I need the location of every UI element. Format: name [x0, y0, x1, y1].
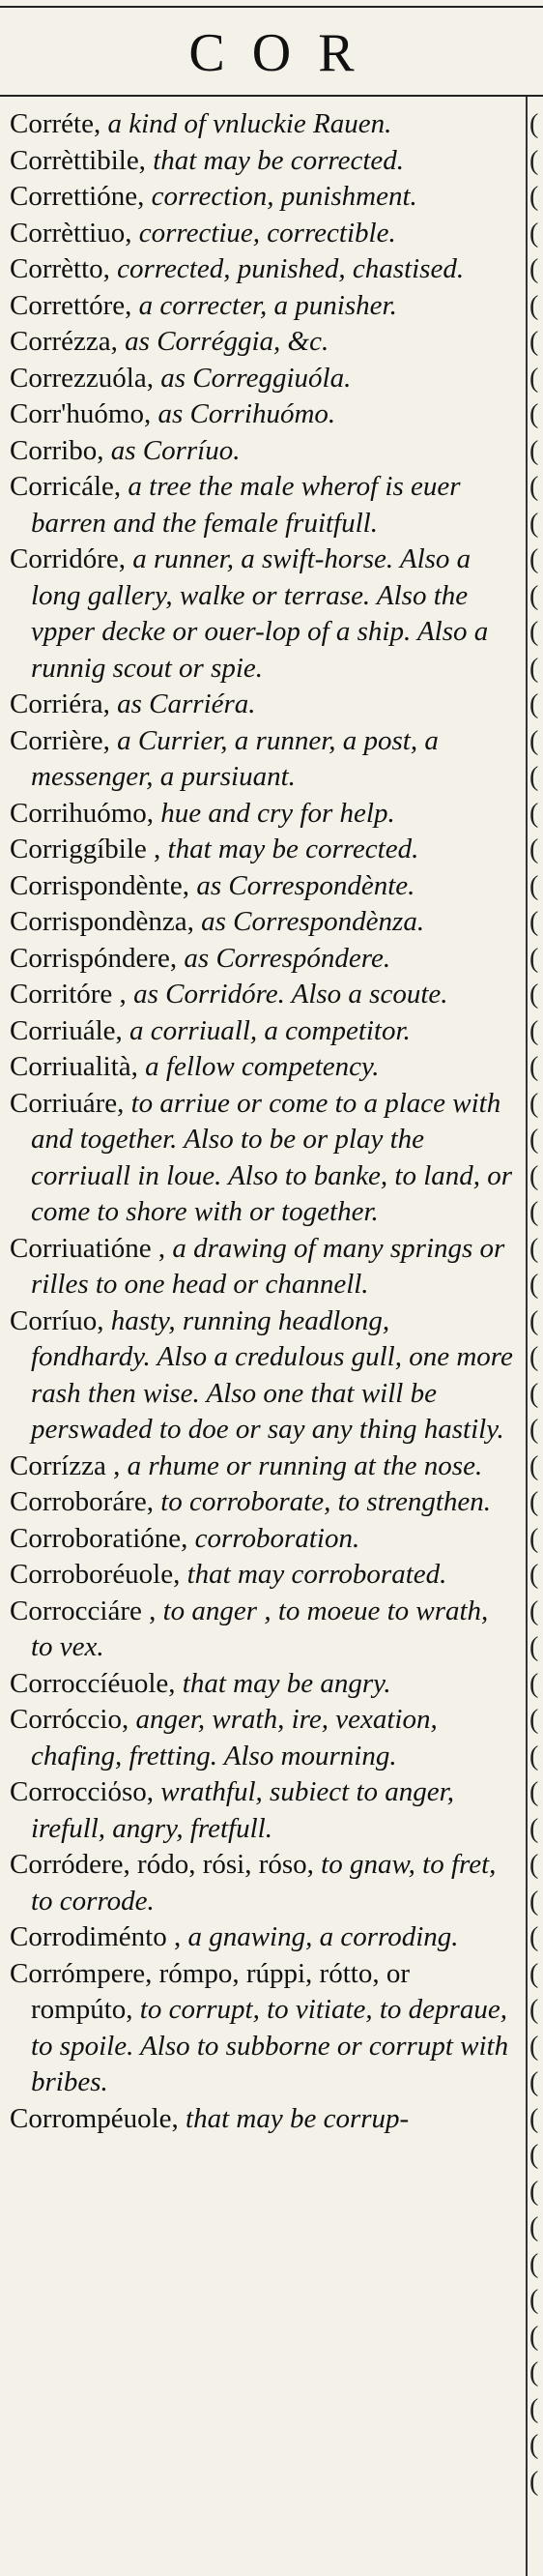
entry-definition: wrathful, subiect to anger, irefull, angry, fretfull.	[31, 1776, 454, 1844]
entry-definition: hasty, running headlong, fondhardy. Also a credulous gull, one more rash then wise. Also one that will be perswaded to doe or say any thing hastily.	[31, 1304, 513, 1445]
entry-headword: Corroboratióne,	[10, 1522, 188, 1554]
margin-glyph: (	[529, 1886, 539, 1917]
margin-glyph: (	[529, 290, 539, 321]
entry-headword: Corridóre,	[10, 543, 126, 574]
entry-definition: as Corrihuómo.	[151, 398, 336, 429]
margin-glyph: (	[529, 980, 539, 1010]
dictionary-entry	[10, 796, 514, 833]
margin-glyph: (	[529, 2321, 539, 2352]
entry-headword: Corrèttiuo,	[10, 217, 132, 249]
margin-glyph: (	[529, 109, 539, 139]
margin-glyph: (	[529, 472, 539, 502]
entry-definition: to arriue or come to a place with and together. Also to be or play the corriuall in loue. Also to banke, to land, or come to shore with or together.	[31, 1087, 513, 1227]
dictionary-entry	[10, 1086, 514, 1231]
margin-glyph: (	[529, 2430, 539, 2460]
dictionary-entry	[10, 1557, 514, 1594]
entry-definition: as Correggiuóla.	[153, 362, 352, 394]
entry-headword: Corriuáre,	[10, 1087, 125, 1119]
entry-definition: a fellow competency.	[137, 1051, 380, 1082]
dictionary-entry	[10, 941, 514, 978]
entry-headword: Corrízza ,	[10, 1449, 121, 1481]
top-rule	[0, 6, 543, 8]
entry-definition: a kind of vnluckie Rauen.	[100, 108, 392, 139]
margin-glyph: (	[529, 218, 539, 249]
entry-definition: a tree the male wherof is euer barren and the female fruitfull.	[31, 471, 461, 539]
entry-headword: Corrière,	[10, 724, 110, 756]
margin-glyph: (	[529, 1015, 539, 1046]
entry-definition: a Currier, a runner, a post, a messenger, a pursiuant.	[31, 724, 439, 792]
entry-definition: a correcter, a punisher.	[131, 289, 397, 321]
entry-definition: as Correspondènza.	[193, 906, 425, 937]
entry-headword: Corrompéuole,	[10, 2102, 179, 2134]
dictionary-entry	[10, 1956, 514, 2101]
dictionary-entry	[10, 868, 514, 905]
margin-glyph: (	[529, 399, 539, 429]
margin-glyph: (	[529, 508, 539, 539]
entry-definition: corrected, punished, chastised.	[109, 253, 465, 284]
dictionary-entry	[10, 251, 514, 288]
dictionary-entry	[10, 288, 514, 325]
margin-glyph: (	[529, 762, 539, 792]
entry-headword: Correttióne,	[10, 181, 145, 212]
margin-glyph: (	[529, 1197, 539, 1227]
dictionary-entry	[10, 396, 514, 433]
entry-definition: hue and cry for help.	[154, 797, 395, 829]
column-divider	[526, 97, 528, 2576]
dictionary-entry	[10, 1484, 514, 1521]
dictionary-entry	[10, 1449, 514, 1485]
entry-headword: Corribo,	[10, 434, 104, 466]
entry-definition: as Corríuo.	[103, 434, 241, 466]
margin-glyph: (	[529, 1378, 539, 1409]
margin-glyph: (	[529, 1668, 539, 1699]
dictionary-entry	[10, 832, 514, 868]
dictionary-entry	[10, 469, 514, 542]
margin-glyph: (	[529, 2248, 539, 2279]
entry-headword: Corrocciáre ,	[10, 1595, 157, 1626]
entry-headword: Corrézza,	[10, 326, 118, 357]
margin-glyph: (	[529, 1813, 539, 1844]
dictionary-entry	[10, 1013, 514, 1050]
entry-headword: Corricále,	[10, 471, 122, 502]
margin-glyph: (	[529, 544, 539, 574]
entry-definition: corroboration.	[187, 1522, 360, 1554]
entry-definition: that may be corrected.	[145, 144, 405, 176]
entry-headword: Corritóre ,	[10, 979, 127, 1010]
entry-definition: to corroborate, to strengthen.	[153, 1486, 492, 1517]
margin-glyph: (	[529, 1487, 539, 1517]
dictionary-entry	[10, 1303, 514, 1449]
entry-definition: to corrupt, to vitiate, to depraue, to spoile. Also to subborne or corrupt with bribes.	[31, 1994, 509, 2097]
entry-definition: a rhume or running at the nose.	[120, 1449, 483, 1481]
entry-definition: that may be corrup-	[178, 2102, 410, 2134]
entry-headword: Correttóre,	[10, 289, 132, 321]
margin-glyph: (	[529, 435, 539, 466]
dictionary-entry	[10, 904, 514, 941]
margin-glyph: (	[529, 2393, 539, 2424]
margin-glyph: (	[529, 1233, 539, 1264]
entry-headword: Corroboráre,	[10, 1486, 154, 1517]
dictionary-entry	[10, 433, 514, 470]
margin-glyph: (	[529, 725, 539, 756]
entry-definition: as Correspondènte.	[189, 869, 415, 901]
entry-headword: Corrispondènte,	[10, 869, 190, 901]
margin-glyph: (	[529, 1850, 539, 1880]
margin-glyph: (	[529, 182, 539, 212]
entry-definition: as Corréggia, &c.	[117, 326, 329, 357]
dictionary-entry	[10, 143, 514, 180]
margin-glyph: (	[529, 1052, 539, 1082]
margin-glyph: (	[529, 653, 539, 684]
entry-definition: that may be angry.	[175, 1667, 391, 1699]
margin-glyph: (	[529, 834, 539, 864]
margin-glyph: (	[529, 689, 539, 719]
margin-glyph: (	[529, 798, 539, 829]
entry-headword: Corrèttibile,	[10, 144, 146, 176]
entry-column	[10, 106, 514, 2137]
margin-glyph: (	[529, 2031, 539, 2062]
entry-headword: Corródere, ródo, rósi, róso,	[10, 1849, 314, 1880]
entry-headword: Corrispondènza,	[10, 906, 194, 937]
entry-definition: that may corroborated.	[180, 1559, 447, 1590]
entry-definition: a runner, a swift-horse. Also a long gallery, walke or terrase. Also the vpper decke or ouer-lop of a ship. Also a runnig scout or spie.	[31, 543, 489, 684]
entry-headword: Corriéra,	[10, 688, 110, 719]
entry-headword: Corrihuómo,	[10, 797, 155, 829]
entry-headword: Corroboréuole,	[10, 1559, 181, 1590]
dictionary-entry	[10, 361, 514, 397]
margin-glyph: (	[529, 1560, 539, 1590]
dictionary-entry	[10, 324, 514, 361]
margin-glyph: (	[529, 870, 539, 901]
dictionary-entry	[10, 1702, 514, 1774]
margin-glyph: (	[529, 1415, 539, 1445]
dictionary-entry	[10, 1231, 514, 1303]
entry-headword: Corriuále,	[10, 1014, 123, 1046]
entry-headword: Corr'huómo,	[10, 398, 152, 429]
entry-headword: Correzzuóla,	[10, 362, 154, 394]
entry-definition: as Carriéra.	[109, 688, 256, 719]
entry-definition: anger, wrath, ire, vexation, chafing, fretting. Also mourning.	[31, 1704, 438, 1771]
dictionary-entry	[10, 1049, 514, 1086]
margin-glyph: (	[529, 1958, 539, 1989]
dictionary-entry	[10, 977, 514, 1013]
margin-glyph: (	[529, 1922, 539, 1952]
entry-definition: a drawing of many springs or rilles to one head or channell.	[31, 1232, 505, 1300]
entry-definition: a gnawing, a corroding.	[181, 1921, 459, 1952]
margin-glyph: (	[529, 1705, 539, 1735]
margin-glyph: (	[529, 1523, 539, 1554]
entry-definition: correction, punishment.	[144, 181, 417, 212]
margin-glyph: (	[529, 1741, 539, 1771]
entry-definition: to gnaw, to fret, to corrode.	[31, 1849, 497, 1917]
entry-definition: a corriuall, a competitor.	[122, 1014, 411, 1046]
entry-headword: Corréte,	[10, 108, 101, 139]
margin-glyph: (	[529, 2357, 539, 2387]
header-rule	[0, 95, 543, 97]
dictionary-entry	[10, 687, 514, 723]
margin-glyph: (	[529, 1777, 539, 1807]
page-header	[0, 14, 543, 93]
margin-glyph: (	[529, 1632, 539, 1662]
margin-glyph: (	[529, 145, 539, 176]
margin-glyph: (	[529, 617, 539, 647]
dictionary-entry	[10, 2101, 514, 2138]
entry-headword: Corriuatióne ,	[10, 1232, 166, 1264]
margin-glyph: (	[529, 1125, 539, 1155]
page-title: COR	[188, 23, 382, 83]
dictionary-entry	[10, 106, 514, 143]
dictionary-entry	[10, 1774, 514, 1847]
margin-glyph: (	[529, 1995, 539, 2025]
entry-headword: Corríuo,	[10, 1304, 104, 1336]
margin-glyph: (	[529, 2466, 539, 2497]
entry-headword: Corriualità,	[10, 1051, 138, 1082]
dictionary-entry	[10, 1521, 514, 1558]
margin-glyph: (	[529, 580, 539, 611]
dictionary-entry	[10, 1919, 514, 1956]
dictionary-entry	[10, 1594, 514, 1666]
entry-definition: that may be corrected.	[160, 834, 419, 864]
margin-glyph: (	[529, 254, 539, 284]
margin-glyph: (	[529, 1450, 539, 1481]
entry-headword: Corrocciόso,	[10, 1776, 154, 1807]
entry-headword: Corróccio,	[10, 1704, 129, 1735]
margin-glyph: (	[529, 2140, 539, 2170]
margin-glyph: (	[529, 2103, 539, 2134]
entry-definition: as Corridóre. Also a scoute.	[126, 979, 448, 1010]
entry-definition: correctiue, correctible.	[131, 217, 396, 249]
adjacent-column-fragment	[529, 106, 543, 2500]
margin-glyph: (	[529, 1305, 539, 1336]
margin-glyph: (	[529, 1088, 539, 1119]
margin-glyph: (	[529, 327, 539, 357]
margin-glyph: (	[529, 2285, 539, 2315]
entry-headword: Corrómpere, rómpo, rúppi, rótto, or rompúto,	[10, 1957, 410, 2025]
dictionary-entry	[10, 1847, 514, 1919]
dictionary-entry	[10, 1666, 514, 1703]
dictionary-entry	[10, 542, 514, 687]
entry-definition: to anger , to moeue to wrath, to vex.	[31, 1595, 489, 1662]
dictionary-entry	[10, 723, 514, 796]
margin-glyph: (	[529, 943, 539, 974]
entry-headword: Corriggíbile ,	[10, 834, 161, 864]
margin-glyph: (	[529, 907, 539, 937]
margin-glyph: (	[529, 1595, 539, 1626]
entry-definition: as Correspóndere.	[177, 942, 391, 974]
margin-glyph: (	[529, 2176, 539, 2207]
dictionary-entry	[10, 179, 514, 216]
entry-headword: Corrètto,	[10, 253, 110, 284]
margin-glyph: (	[529, 1160, 539, 1191]
margin-glyph: (	[529, 1342, 539, 1372]
margin-glyph: (	[529, 2212, 539, 2242]
dictionary-entry	[10, 216, 514, 252]
margin-glyph: (	[529, 363, 539, 394]
entry-headword: Corrodiménto ,	[10, 1921, 182, 1952]
margin-glyph: (	[529, 1270, 539, 1300]
entry-headword: Corrispóndere,	[10, 942, 178, 974]
margin-glyph: (	[529, 2067, 539, 2097]
entry-headword: Corroccíéuole,	[10, 1667, 176, 1699]
